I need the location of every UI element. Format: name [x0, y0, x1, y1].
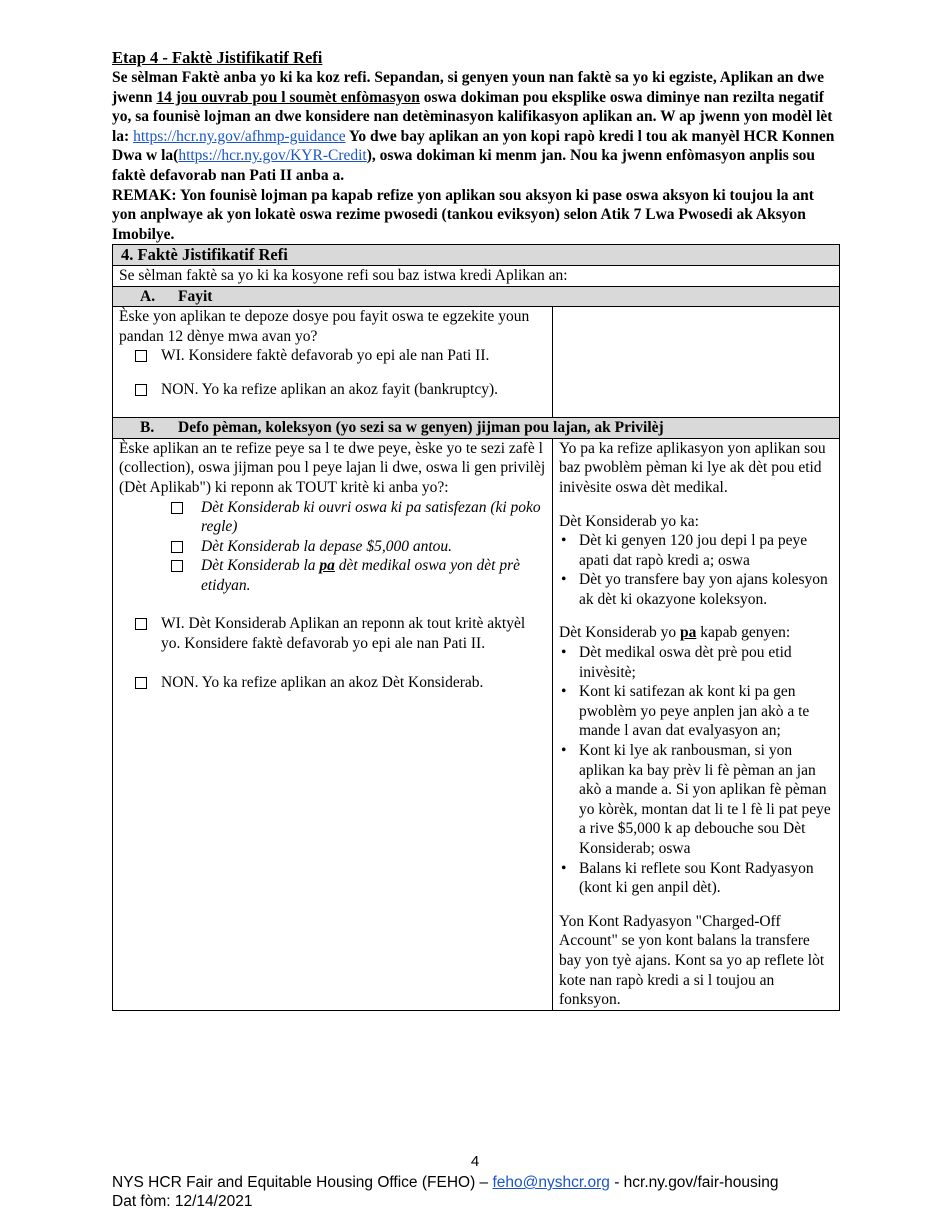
- debt-question: Èske aplikan an te refize peye sa l te dwe peye, èske yo te sezi zafè l (collection), oswa jijman pou l peye lajan li dwe, oswa li gen privilèj (Dèt Aplikab") ki reponn ak TOUT kritè ki anba yo?:: [119, 439, 546, 496]
- criterion-open-debt: [119, 498, 546, 537]
- debt-yes-label: WI. Dèt Konsiderab Aplikan an reponn ak tout kritè aktyèl yo. Konsidere faktè defavorab yo epi ale nan Pati II.: [161, 615, 526, 653]
- criterion-not-medical: [119, 556, 546, 595]
- include-list: [559, 531, 833, 609]
- debt-yes-option: [119, 614, 546, 653]
- kyr-credit-link[interactable]: https://hcr.ny.gov/KYR-Credit: [178, 147, 367, 165]
- criterion-over-5000-checkbox[interactable]: [171, 541, 183, 553]
- intro-part-a: Se sèlman Faktè anba yo ki ka koz refi. Sepandan, si genyen youn nan faktè sa yo ki egziste, Aplikan an dwe jwenn: [112, 69, 824, 106]
- afhmp-guidance-link[interactable]: https://hcr.ny.gov/afhmp-guidance: [133, 127, 346, 145]
- debt-explanation-cell: [553, 438, 840, 1010]
- subsection-a-title: Fayit: [178, 287, 213, 305]
- exclude-item: • Balans ki reflete sou Kont Radyasyon (kont ki gen anpil dèt).: [559, 859, 833, 898]
- intro-part-d: ), oswa dokiman ki menm jan. Nou ka jwenn enfòmasyon anplis sou faktè defavorab nan Pati II anba a.: [112, 147, 816, 184]
- subsection-a-header: [113, 286, 840, 307]
- step-title: Etap 4 - Faktè Jistifikatif Refi: [112, 48, 323, 67]
- justification-table: [112, 244, 840, 1010]
- debt-yes-checkbox[interactable]: [135, 618, 147, 630]
- include-item: • Dèt ki genyen 120 jou depi l pa peye apati dat rapò kredi a; oswa: [559, 531, 833, 570]
- bankruptcy-no-label: NON. Yo ka refize aplikan an akoz fayit (bankruptcy).: [161, 380, 499, 398]
- criterion-open-debt-checkbox[interactable]: [171, 502, 183, 514]
- intro-deadline: 14 jou ouvrab pou l soumèt enfòmasyon: [156, 88, 420, 106]
- exclude-heading-text-a: Dèt Konsiderab yo: [559, 624, 680, 642]
- exclude-item: • Dèt medikal oswa dèt prè pou etid inivèsitè;: [559, 643, 833, 682]
- bankruptcy-question: Èske yon aplikan te depoze dosye pou fayit oswa te egzekite youn pandan 12 dènye mwa avan yo?: [119, 308, 530, 345]
- footer-office-line: [112, 1173, 778, 1192]
- document-page: [112, 48, 840, 1011]
- page-number: 4: [470, 1153, 480, 1170]
- subsection-b-letter: B.: [140, 419, 155, 437]
- criterion-over-5000-label: Dèt Konsiderab la depase $5,000 antou.: [201, 537, 452, 555]
- page-footer: [112, 1173, 778, 1211]
- footer-site: - hcr.ny.gov/fair-housing: [609, 1174, 779, 1191]
- include-heading: Dèt Konsiderab yo ka:: [559, 512, 699, 530]
- criterion-over-5000: [119, 537, 546, 557]
- criterion-open-debt-label: Dèt Konsiderab ki ouvri oswa ki pa satisfezan (ki poko regle): [201, 498, 541, 536]
- criterion-not-medical-text-b: dèt medikal oswa yon dèt prè etidyan.: [201, 557, 521, 594]
- subsection-a-letter: A.: [140, 287, 156, 305]
- exclude-list: [559, 643, 833, 898]
- include-item: • Dèt yo transfere bay yon ajans kolesyon ak dèt ki okazyone koleksyon.: [559, 570, 833, 609]
- debt-right-intro: Yo pa ka refize aplikasyon yon aplikan sou baz pwoblèm pèman ki lye ak dèt pou etid inivèsite oswa dèt medikal.: [559, 439, 826, 496]
- debt-no-label: NON. Yo ka refize aplikan an akoz Dèt Konsiderab.: [161, 673, 484, 691]
- remark: REMAK: Yon founisè lojman pa kapab refize yon aplikan sou aksyon ki pase oswa aksyon ki toujou la ant yon anplwaye ak yon lokatè oswa rezime pwosedi (tankou eviksyon) selon Atik 7 Lwa Pwosedi ak Aksyon Imobilye.: [112, 186, 814, 243]
- debt-question-cell: [113, 438, 553, 1010]
- debt-no-checkbox[interactable]: [135, 677, 147, 689]
- exclude-heading-emphasis: pa: [679, 624, 697, 642]
- bankruptcy-yes-checkbox[interactable]: [135, 350, 147, 362]
- footer-email-link[interactable]: feho@nyshcr.org: [492, 1174, 610, 1191]
- exclude-heading: [559, 623, 833, 643]
- bankruptcy-question-cell: [113, 307, 553, 418]
- bankruptcy-notes-cell: [553, 307, 840, 418]
- intro-part-c: Yo dwe bay aplikan an yon kopi rapò kredi l tou ak manyèl HCR Konnen Dwa w la(: [112, 127, 835, 165]
- footer-form-date: Dat fòm: 12/14/2021: [112, 1193, 253, 1210]
- criterion-not-medical-label: [201, 556, 546, 595]
- criterion-not-medical-text-a: Dèt Konsiderab la: [201, 557, 320, 575]
- criterion-not-medical-emphasis: pa: [319, 557, 335, 575]
- criterion-not-medical-checkbox[interactable]: [171, 560, 183, 572]
- exclude-heading-text-b: kapab genyen:: [696, 624, 791, 642]
- bankruptcy-no-checkbox[interactable]: [135, 384, 147, 396]
- exclude-item: • Kont ki satifezan ak kont ki pa gen pwoblèm yo peye anplen jan akò a te mande l avan dat evalyasyon an;: [559, 682, 833, 741]
- debt-no-option: [119, 673, 546, 693]
- subsection-b-header: [113, 418, 840, 439]
- intro-part-b: oswa dokiman pou eksplike oswa diminye nan rezilta negatif yo, sa founisè lojman an dwe konsidere nan detèminasyon kalifikasyon aplikan an. W ap jwenn yon modèl lèt la:: [112, 88, 833, 145]
- bankruptcy-yes-label: WI. Konsidere faktè defavorab yo epi ale nan Pati II.: [161, 347, 490, 365]
- section-title: 4. Faktè Jistifikatif Refi: [113, 245, 840, 266]
- exclude-item: • Kont ki lye ak ranbousman, si yon aplikan ka bay prèv li fè pèman an jan akò a mande a. Si yon aplikan fè pèman yo kòrèk, montan dat li te l fè li pat peye a rive $5,000 k ap debouche sou Dèt Konsiderab; oswa: [559, 741, 833, 859]
- bankruptcy-no-option: [119, 380, 546, 400]
- subsection-b-title: Defo pèman, koleksyon (yo sezi sa w genyen) jijman pou lajan, ak Privilèj: [178, 419, 664, 437]
- section-description: Se sèlman faktè sa yo ki ka kosyone refi sou baz istwa kredi Aplikan an:: [113, 265, 840, 286]
- charged-off-note: Yon Kont Radyasyon "Charged-Off Account" se yon kont balans la transfere bay yon tyè ajans. Kont sa yo ap reflete lòt kote nan rapò kredi a si l toujou an fonksyon.: [559, 912, 825, 1009]
- bankruptcy-yes-option: [119, 346, 546, 366]
- step-intro: [112, 68, 840, 186]
- footer-office: NYS HCR Fair and Equitable Housing Office (FEHO) –: [112, 1174, 493, 1191]
